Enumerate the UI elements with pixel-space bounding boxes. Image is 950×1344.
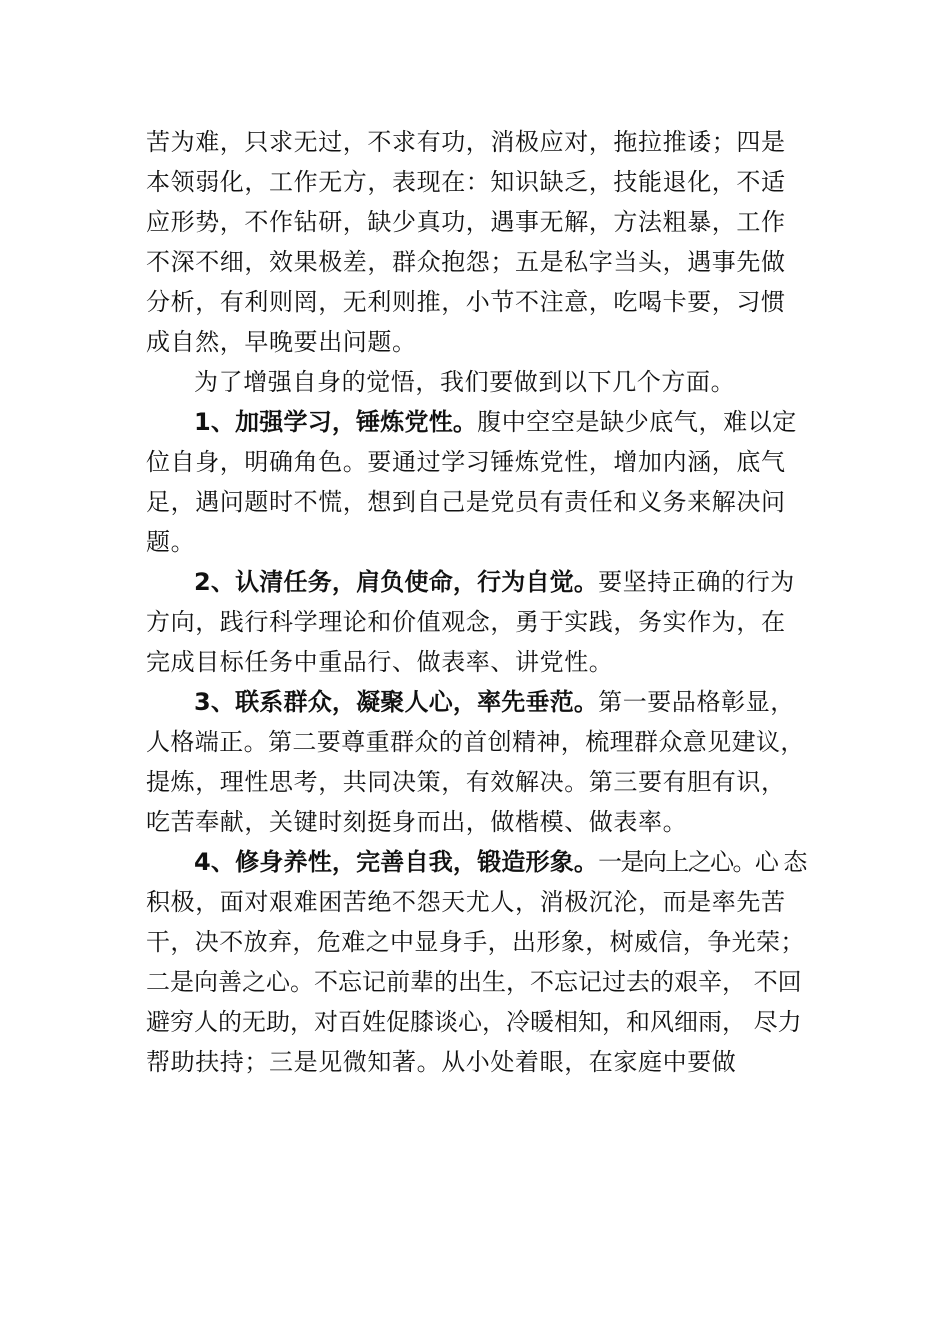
text-line: 帮助扶持；三是见微知著。从小处着眼，在家庭中要做 xyxy=(146,1048,737,1076)
heading-bold-text: 2、认清任务，肩负使命，行为自觉。 xyxy=(194,568,599,596)
text-line: 应形势，不作钻研，缺少真功，遇事无解，方法粗暴，工作 xyxy=(146,208,786,236)
text-line: 不深不细，效果极差，群众抱怨；五是私字当头，遇事先做 xyxy=(146,248,786,276)
section-heading-2: 2、认清任务，肩负使命，行为自觉。要坚持正确的行为 xyxy=(194,568,795,596)
text-line: 足，遇问题时不慌，想到自己是党员有责任和义务来解决问 xyxy=(146,488,786,516)
text-line: 苦为难，只求无过，不求有功，消极应对，拖拉推诿；四是 xyxy=(146,128,786,156)
text-line: 二是向善之心。不忘记前辈的出生，不忘记过去的艰辛， 不回 xyxy=(146,968,802,996)
section-heading-1: 1、加强学习，锤炼党性。腹中空空是缺少底气，难以定 xyxy=(194,408,797,436)
text-line: 避穷人的无助，对百姓促膝谈心，冷暖相知，和风细雨， 尽力 xyxy=(146,1008,802,1036)
text-line: 题。 xyxy=(146,528,196,556)
text-line: 分析，有利则罔，无利则推，小节不注意，吃喝卡要，习惯 xyxy=(146,288,786,316)
text-line: 完成目标任务中重品行、做表率、讲党性。 xyxy=(146,648,614,676)
section-heading-4: 4、修身养性，完善自我，锻造形象。一是向上之心。心 态 xyxy=(194,848,806,876)
paragraph-intro: 为了增强自身的觉悟，我们要做到以下几个方面。 xyxy=(194,368,736,396)
text-line: 积极，面对艰难困苦绝不怨天尤人，消极沉沦，而是率先苦 xyxy=(146,888,786,916)
heading-bold-text: 3、联系群众，凝聚人心，率先垂范。 xyxy=(194,688,599,716)
heading-bold-text: 4、修身养性，完善自我，锻造形象。 xyxy=(194,848,599,876)
text-line: 方向，践行科学理论和价值观念，勇于实践，务实作为，在 xyxy=(146,608,786,636)
section-heading-3: 3、联系群众，凝聚人心，率先垂范。第一要品格彰显， xyxy=(194,688,795,716)
text-line: 成自然，早晚要出问题。 xyxy=(146,328,417,356)
text-line: 提炼，理性思考，共同决策，有效解决。第三要有胆有识， xyxy=(146,768,786,796)
text-line: 位自身，明确角色。要通过学习锤炼党性，增加内涵，底气 xyxy=(146,448,786,476)
heading-bold-text: 1、加强学习，锤炼党性。 xyxy=(194,408,478,436)
text-line: 干，决不放弃，危难之中显身手，出形象，树威信，争光荣； xyxy=(146,928,805,956)
text-line: 人格端正。第二要尊重群众的首创精神，梳理群众意见建议， xyxy=(146,728,805,756)
text-line: 吃苦奉献，关键时刻挺身而出，做楷模、做表率。 xyxy=(146,808,688,836)
text-line: 本领弱化，工作无方，表现在：知识缺乏，技能退化，不适 xyxy=(146,168,786,196)
document-body xyxy=(146,122,806,1082)
